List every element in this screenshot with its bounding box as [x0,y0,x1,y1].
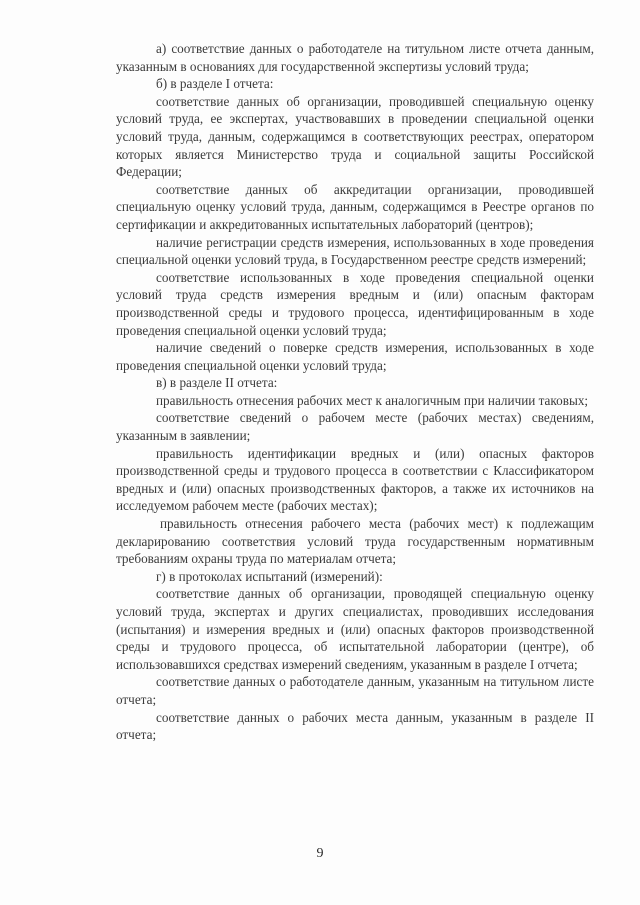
paragraph-protocol-workplaces: соответствие данных о рабочих места данным, указанным в разделе II отчета; [116,709,594,743]
paragraph-organization-data: соответствие данных об организации, проводившей специальную оценку условий труда, ее экспертах, участвовавших в проведении специальной оценки условий труда, данным, содержащимся в соответствующих реестрах, оператором которых является Министерство труда и социальной защиты Российской Федерации; [116,93,594,180]
paragraph-c-section-2-heading: в) в разделе II отчета: [156,375,278,391]
paragraph-d-protocols-heading: г) в протоколах испытаний (измерений): [156,568,383,584]
paragraph-protocol-organization: соответствие данных об организации, проводящей специальную оценку условий труда, экспертах и других специалистах, проводивших исследования (испытания) и измерения вредных и (или) опасных факторов производственной среды и трудового процесса, об испытательной лаборатории (центре), об использовавшихся средствах измерений сведениям, указанным в разделе I отчета; [116,586,594,672]
paragraph-analogous-workplaces: правильность отнесения рабочих мест к аналогичным при наличии таковых; [156,392,589,408]
page-number: 9 [316,846,324,861]
paragraph-declaration: правильность отнесения рабочего места (рабочих мест) к подлежащим декларированию соответствия условий труда государственным нормативным требованиям охраны труда по материалам отчета; [116,516,594,567]
paragraph-measurement-registration: наличие регистрации средств измерения, использованных в ходе проведения специальной оценки условий труда, в Государственном реестре средств измерений; [116,234,594,268]
paragraph-b-section-1-heading: б) в разделе I отчета: [156,76,274,92]
paragraph-calibration-info: наличие сведений о поверке средств измерения, использованных в ходе проведения специальной оценки условий труда; [116,340,594,373]
paragraph-a-employer-title: а) соответствие данных о работодателе на титульном листе отчета данным, указанным в основаниях для государственной экспертизы условий труда; [116,41,594,74]
paragraph-measurement-conformity: соответствие использованных в ходе проведения специальной оценки условий труда средств измерения вредным и (или) опасным факторам производственной среды и трудового процесса, идентифицированным в ходе проведения специальной оценки условий труда; [116,269,594,338]
document-body [116,40,594,744]
paragraph-workplace-data: соответствие сведений о рабочем месте (рабочих местах) сведениям, указанным в заявлении; [116,410,594,444]
paragraph-accreditation-data: соответствие данных об аккредитации организации, проводившей специальную оценку условий труда, данным, содержащимся в Реестре органов по сертификации и аккредитованных испытательных лабораторий (центров); [116,181,594,232]
paragraph-protocol-employer: соответствие данных о работодателе данным, указанным на титульном листе отчета; [116,674,594,707]
paragraph-hazard-identification: правильность идентификации вредных и (или) опасных факторов производственной среды и трудового процесса в соответствии с Классификатором вредных и (или) опасных производственных факторов, а также их источников на исследуемом рабочем месте (рабочих местах); [116,445,594,514]
